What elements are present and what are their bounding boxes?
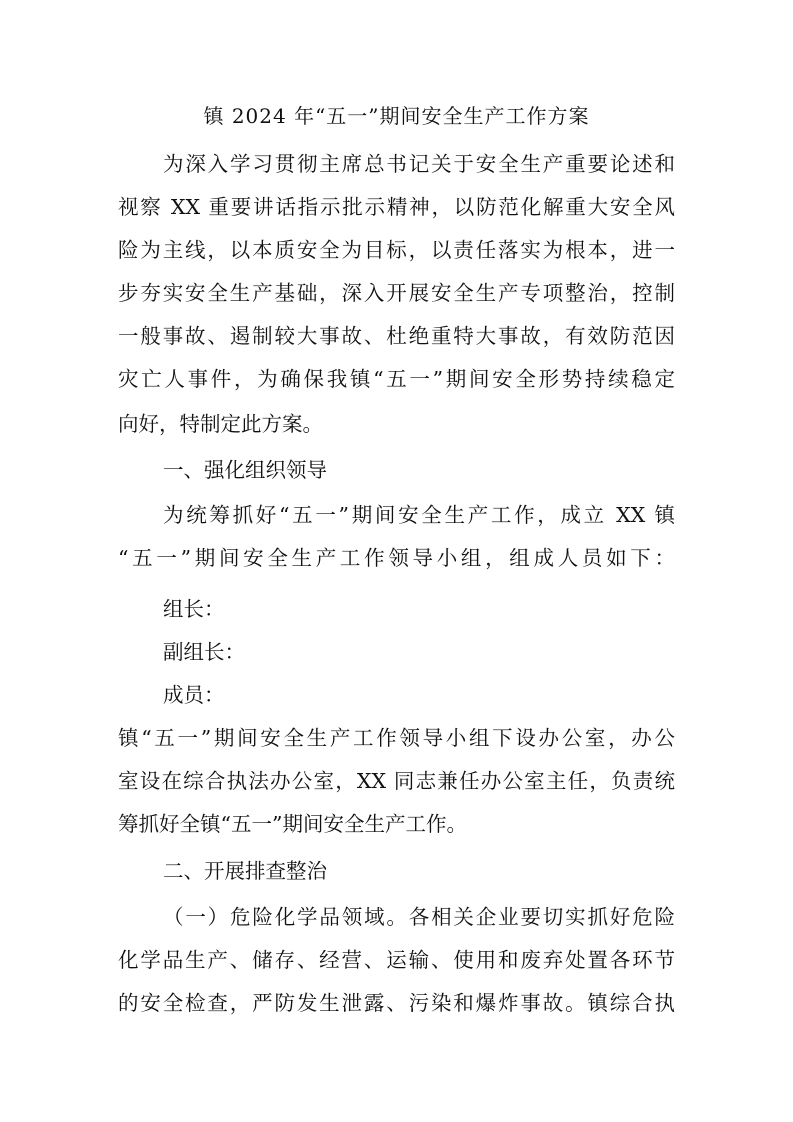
intro-line-4: 步夯实安全生产基础，深入开展安全生产专项整治，控制 — [118, 281, 675, 305]
intro-line-1: 为深入学习贯彻主席总书记关于安全生产重要论述和 — [163, 152, 675, 176]
deputy-leader-label: 副组长： — [163, 640, 245, 664]
section2-line-3: 的安全检查，严防发生泄露、污染和爆炸事故。镇综合执 — [118, 991, 675, 1015]
members-label: 成员： — [163, 683, 225, 707]
section-heading-1: 一、强化组织领导 — [163, 458, 327, 482]
document-title: 镇 2024 年“五一”期间安全生产工作方案 — [203, 104, 590, 128]
office-line-2: 室设在综合执法办公室，XX 同志兼任办公室主任，负责统 — [118, 769, 675, 793]
section-heading-2: 二、开展排查整治 — [163, 859, 327, 883]
office-line-1: 镇“五一”期间安全生产工作领导小组下设办公室，办公 — [118, 726, 675, 750]
section1-line-2: “五一”期间安全生产工作领导小组，组成人员如下： — [118, 546, 675, 570]
intro-line-2: 视察 XX 重要讲话指示批示精神，以防范化解重大安全风 — [118, 195, 675, 219]
intro-line-7: 向好，特制定此方案。 — [118, 412, 323, 436]
section2-line-2: 化学品生产、储存、经营、运输、使用和废弃处置各环节 — [118, 948, 675, 972]
section1-line-1: 为统筹抓好“五一”期间安全生产工作，成立 XX 镇 — [163, 503, 675, 527]
office-line-3: 筹抓好全镇“五一”期间安全生产工作。 — [118, 812, 467, 836]
intro-line-5: 一般事故、遏制较大事故、杜绝重特大事故，有效防范因 — [118, 324, 675, 348]
section2-line-1: （一）危险化学品领域。各相关企业要切实抓好危险 — [163, 905, 675, 929]
intro-line-3: 险为主线，以本质安全为目标，以责任落实为根本，进一 — [118, 238, 675, 262]
intro-line-6: 灾亡人事件，为确保我镇“五一”期间安全形势持续稳定 — [118, 367, 675, 391]
leader-label: 组长： — [163, 597, 225, 621]
